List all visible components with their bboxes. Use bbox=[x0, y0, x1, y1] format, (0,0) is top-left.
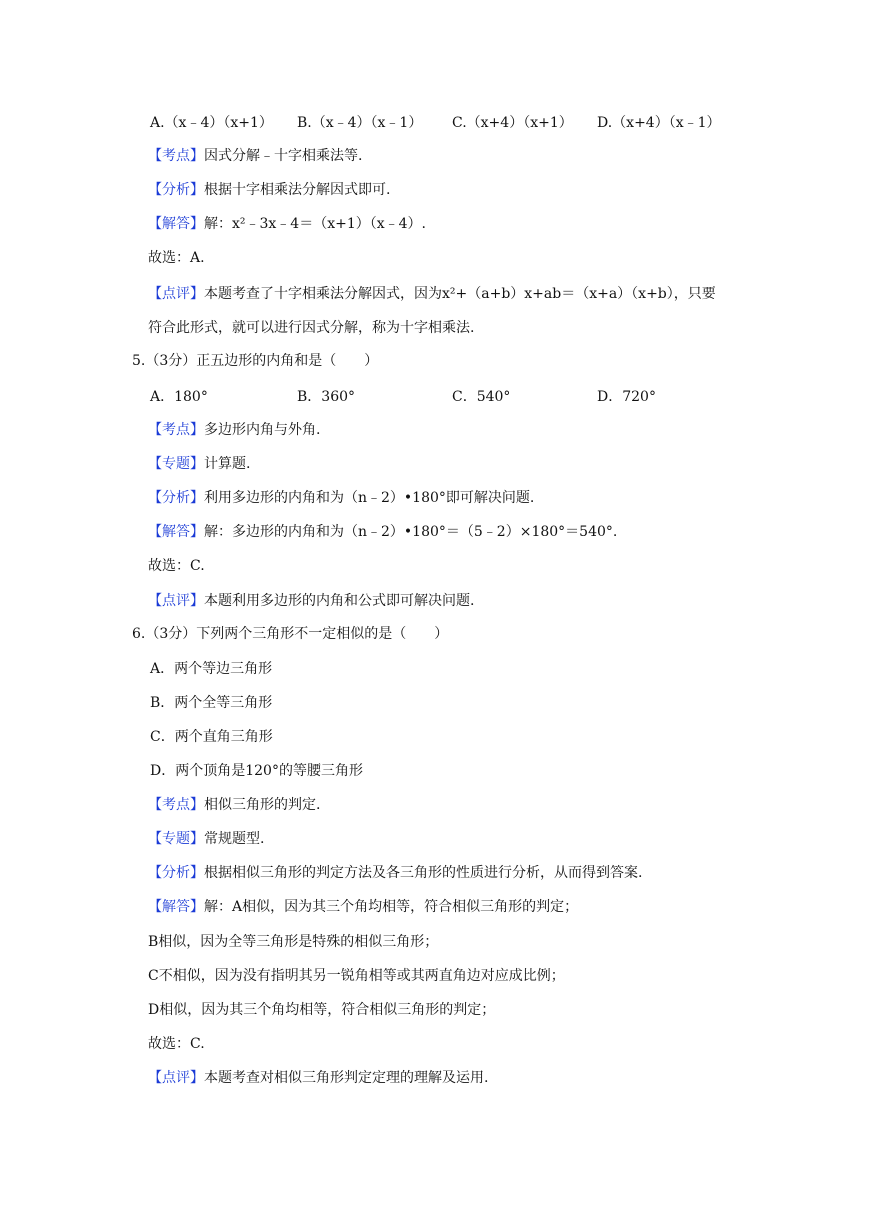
q6-stem: 6.（3分）下列两个三角形不一定相似的是（ ） bbox=[132, 626, 449, 642]
q5-jieda bbox=[148, 522, 617, 542]
fenxi-text: 根据相似三角形的判定方法及各三角形的性质进行分析，从而得到答案. bbox=[204, 865, 643, 881]
q5-stem: 5.（3分）正五边形的内角和是（ ） bbox=[132, 353, 379, 369]
jieda-tag: 【解答】 bbox=[148, 524, 204, 540]
q4-jieda bbox=[148, 214, 426, 234]
dianping-text: 本题考查了十字相乘法分解因式，因为x²+（a+b）x+ab＝（x+a）（x+b），只要 bbox=[204, 286, 716, 302]
kaodian-tag: 【考点】 bbox=[148, 422, 204, 438]
jieda-text: 解：多边形的内角和为（n﹣2）•180°＝（5﹣2）×180°＝540°. bbox=[204, 524, 618, 540]
q4-fenxi bbox=[148, 180, 390, 200]
dianping-tag: 【点评】 bbox=[148, 286, 204, 302]
q5-dianping bbox=[148, 591, 474, 611]
q6-fenxi bbox=[148, 863, 642, 883]
q5-zhuanti bbox=[148, 454, 250, 474]
q4-dianping bbox=[148, 284, 716, 304]
q5-kaodian bbox=[148, 420, 320, 440]
kaodian-tag: 【考点】 bbox=[148, 797, 204, 813]
fenxi-text: 利用多边形的内角和为（n﹣2）•180°即可解决问题. bbox=[204, 490, 535, 506]
q6-option-d: D．两个顶角是120°的等腰三角形 bbox=[150, 763, 363, 779]
fenxi-tag: 【分析】 bbox=[148, 865, 204, 881]
zhuanti-text: 计算题. bbox=[204, 456, 251, 472]
q6-jieda-b: B相似，因为全等三角形是特殊的相似三角形； bbox=[148, 934, 439, 950]
q4-dianping-cont: 符合此形式，就可以进行因式分解，称为十字相乘法. bbox=[148, 320, 475, 336]
q5-fenxi bbox=[148, 488, 534, 508]
kaodian-text: 因式分解﹣十字相乘法等. bbox=[204, 148, 363, 164]
dianping-text: 本题利用多边形的内角和公式即可解决问题. bbox=[204, 593, 475, 609]
q6-option-b: B．两个全等三角形 bbox=[150, 695, 273, 711]
q5-choice: 故选：C. bbox=[148, 558, 205, 574]
q6-jieda-c: C不相似，因为没有指明其另一锐角相等或其两直角边对应成比例； bbox=[148, 968, 565, 984]
q5-option-b: B．360° bbox=[297, 389, 356, 405]
jieda-tag: 【解答】 bbox=[148, 216, 204, 232]
kaodian-text: 相似三角形的判定. bbox=[204, 797, 321, 813]
q4-option-a: A.（x﹣4）（x+1） bbox=[150, 115, 273, 131]
kaodian-tag: 【考点】 bbox=[148, 148, 204, 164]
jieda-text: 解：A相似，因为其三个角均相等，符合相似三角形的判定； bbox=[204, 899, 579, 915]
q4-choice: 故选：A. bbox=[148, 250, 205, 266]
fenxi-tag: 【分析】 bbox=[148, 182, 204, 198]
q6-jieda-d: D相似，因为其三个角均相等，符合相似三角形的判定； bbox=[148, 1002, 496, 1018]
q6-option-a: A．两个等边三角形 bbox=[150, 661, 273, 677]
q6-jieda bbox=[148, 897, 578, 917]
q6-dianping bbox=[148, 1068, 488, 1088]
dianping-tag: 【点评】 bbox=[148, 593, 204, 609]
q4-option-b: B.（x﹣4）（x﹣1） bbox=[297, 115, 423, 131]
dianping-tag: 【点评】 bbox=[148, 1070, 204, 1086]
zhuanti-tag: 【专题】 bbox=[148, 456, 204, 472]
dianping-text: 本题考查对相似三角形判定定理的理解及运用. bbox=[204, 1070, 489, 1086]
q4-kaodian bbox=[148, 146, 362, 166]
q5-option-c: C．540° bbox=[452, 389, 511, 405]
q6-zhuanti bbox=[148, 829, 264, 849]
kaodian-text: 多边形内角与外角. bbox=[204, 422, 321, 438]
q4-option-d: D.（x+4）（x﹣1） bbox=[597, 115, 721, 131]
fenxi-tag: 【分析】 bbox=[148, 490, 204, 506]
q5-option-a: A．180° bbox=[150, 389, 208, 405]
jieda-text: 解：x²﹣3x﹣4＝（x+1）（x﹣4）. bbox=[204, 216, 427, 232]
zhuanti-tag: 【专题】 bbox=[148, 831, 204, 847]
q6-choice: 故选：C. bbox=[148, 1036, 205, 1052]
q5-option-d: D．720° bbox=[597, 389, 656, 405]
q6-option-c: C．两个直角三角形 bbox=[150, 729, 273, 745]
q6-kaodian bbox=[148, 795, 320, 815]
fenxi-text: 根据十字相乘法分解因式即可. bbox=[204, 182, 391, 198]
q4-option-c: C.（x+4）（x+1） bbox=[452, 115, 573, 131]
zhuanti-text: 常规题型. bbox=[204, 831, 265, 847]
jieda-tag: 【解答】 bbox=[148, 899, 204, 915]
